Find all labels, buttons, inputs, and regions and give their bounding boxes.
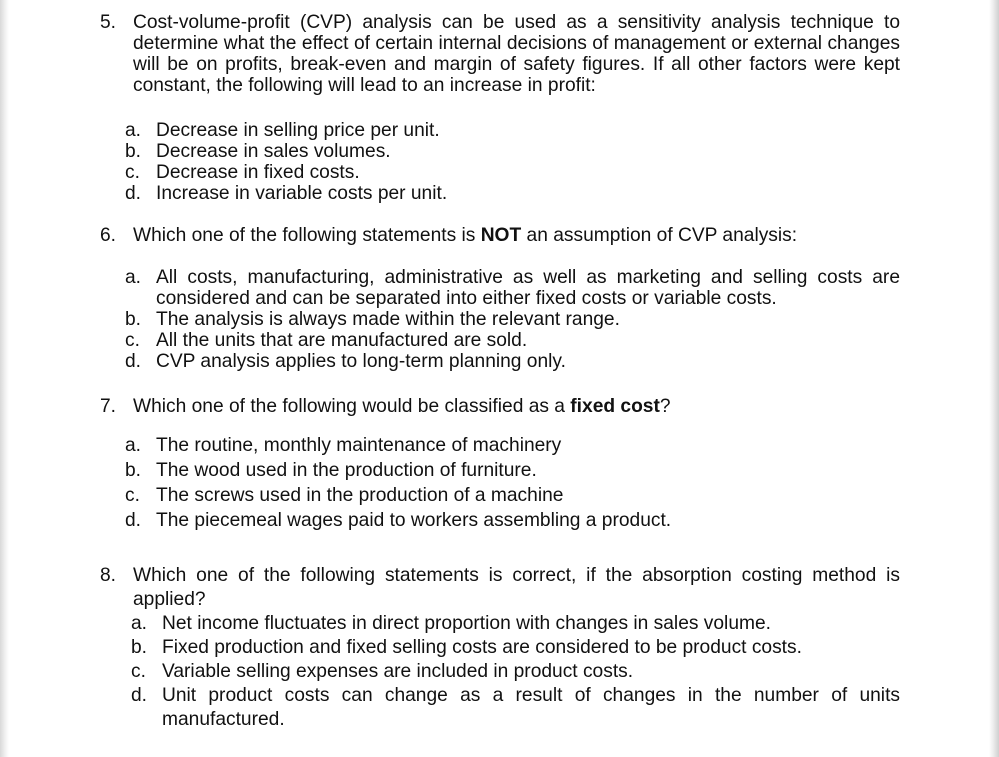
option-text: The analysis is always made within the relevant range. [156,309,620,330]
option-d [125,183,900,204]
option-letter: c. [125,330,140,351]
question-text: Cost-volume-profit (CVP) analysis can be used as a sensitivity analysis technique to determine what the effect of certain internal decisions of management or external changes will be on profits, break-even and margin of safety figures. If all other factors were kept constant, the following will lead to an increase in profit: [133,12,900,96]
option-text: The piecemeal wages paid to workers assembling a product. [156,510,672,531]
option-text: Fixed production and fixed selling costs are considered to be product costs. [162,637,802,658]
question-5 [100,12,900,96]
option-a [125,120,900,141]
option-text: Unit product costs can change as a result of changes in the number of units manufactured. [162,685,900,730]
option-b [125,141,900,162]
option-d [131,684,900,732]
option-text: CVP analysis applies to long-term planning only. [156,351,566,372]
page-right-edge [989,0,999,757]
question-text: Which one of the following statements is NOT an assumption of CVP analysis: [133,225,798,246]
option-text: Decrease in fixed costs. [156,162,360,183]
question-number: 6. [100,225,117,246]
option-text: The routine, monthly maintenance of machinery [156,435,562,456]
question-number: 5. [100,12,117,33]
option-letter: a. [131,613,148,634]
option-text: Increase in variable costs per unit. [156,183,448,204]
option-letter: b. [125,141,142,162]
option-text: The screws used in the production of a machine [156,485,564,506]
option-a [125,267,900,309]
option-d [125,351,900,372]
option-text: Decrease in selling price per unit. [156,120,440,141]
question-7-options [100,433,900,533]
option-letter: b. [125,309,142,330]
option-letter: a. [125,267,142,288]
option-letter: c. [125,485,140,506]
option-a [131,612,900,636]
option-c [125,330,900,351]
option-c [125,162,900,183]
option-b [131,636,900,660]
option-letter: c. [131,661,146,682]
option-text: Decrease in sales volumes. [156,141,391,162]
question-8 [100,564,900,732]
option-c [131,660,900,684]
question-6 [100,225,900,246]
option-text: Variable selling expenses are included in product costs. [162,661,634,682]
option-letter: c. [125,162,140,183]
page-left-edge [0,0,9,757]
question-5-options [100,120,900,204]
option-b [125,458,900,483]
question-text: Which one of the following statements is correct, if the absorption costing method is applied? [133,565,900,610]
option-text: Net income fluctuates in direct proportion with changes in sales volume. [162,613,771,634]
option-text: All the units that are manufactured are sold. [156,330,528,351]
option-text: The wood used in the production of furniture. [156,460,537,481]
question-7 [100,396,900,417]
option-letter: b. [131,637,148,658]
option-b [125,309,900,330]
question-number: 8. [100,565,117,586]
option-letter: d. [125,510,142,531]
option-a [125,433,900,458]
option-letter: d. [125,183,142,204]
question-number: 7. [100,396,117,417]
option-letter: a. [125,120,142,141]
option-letter: d. [131,685,148,706]
option-text: All costs, manufacturing, administrative as well as marketing and selling costs are considered and can be separated into either fixed costs or variable costs. [156,267,900,309]
option-letter: d. [125,351,142,372]
question-6-options [100,267,900,372]
emphasis-text: fixed cost [570,396,660,417]
option-letter: b. [125,460,142,481]
emphasis-text: NOT [480,225,522,246]
question-text: Which one of the following would be classified as a fixed cost? [133,396,671,417]
option-d [125,508,900,533]
option-letter: a. [125,435,142,456]
option-c [125,483,900,508]
